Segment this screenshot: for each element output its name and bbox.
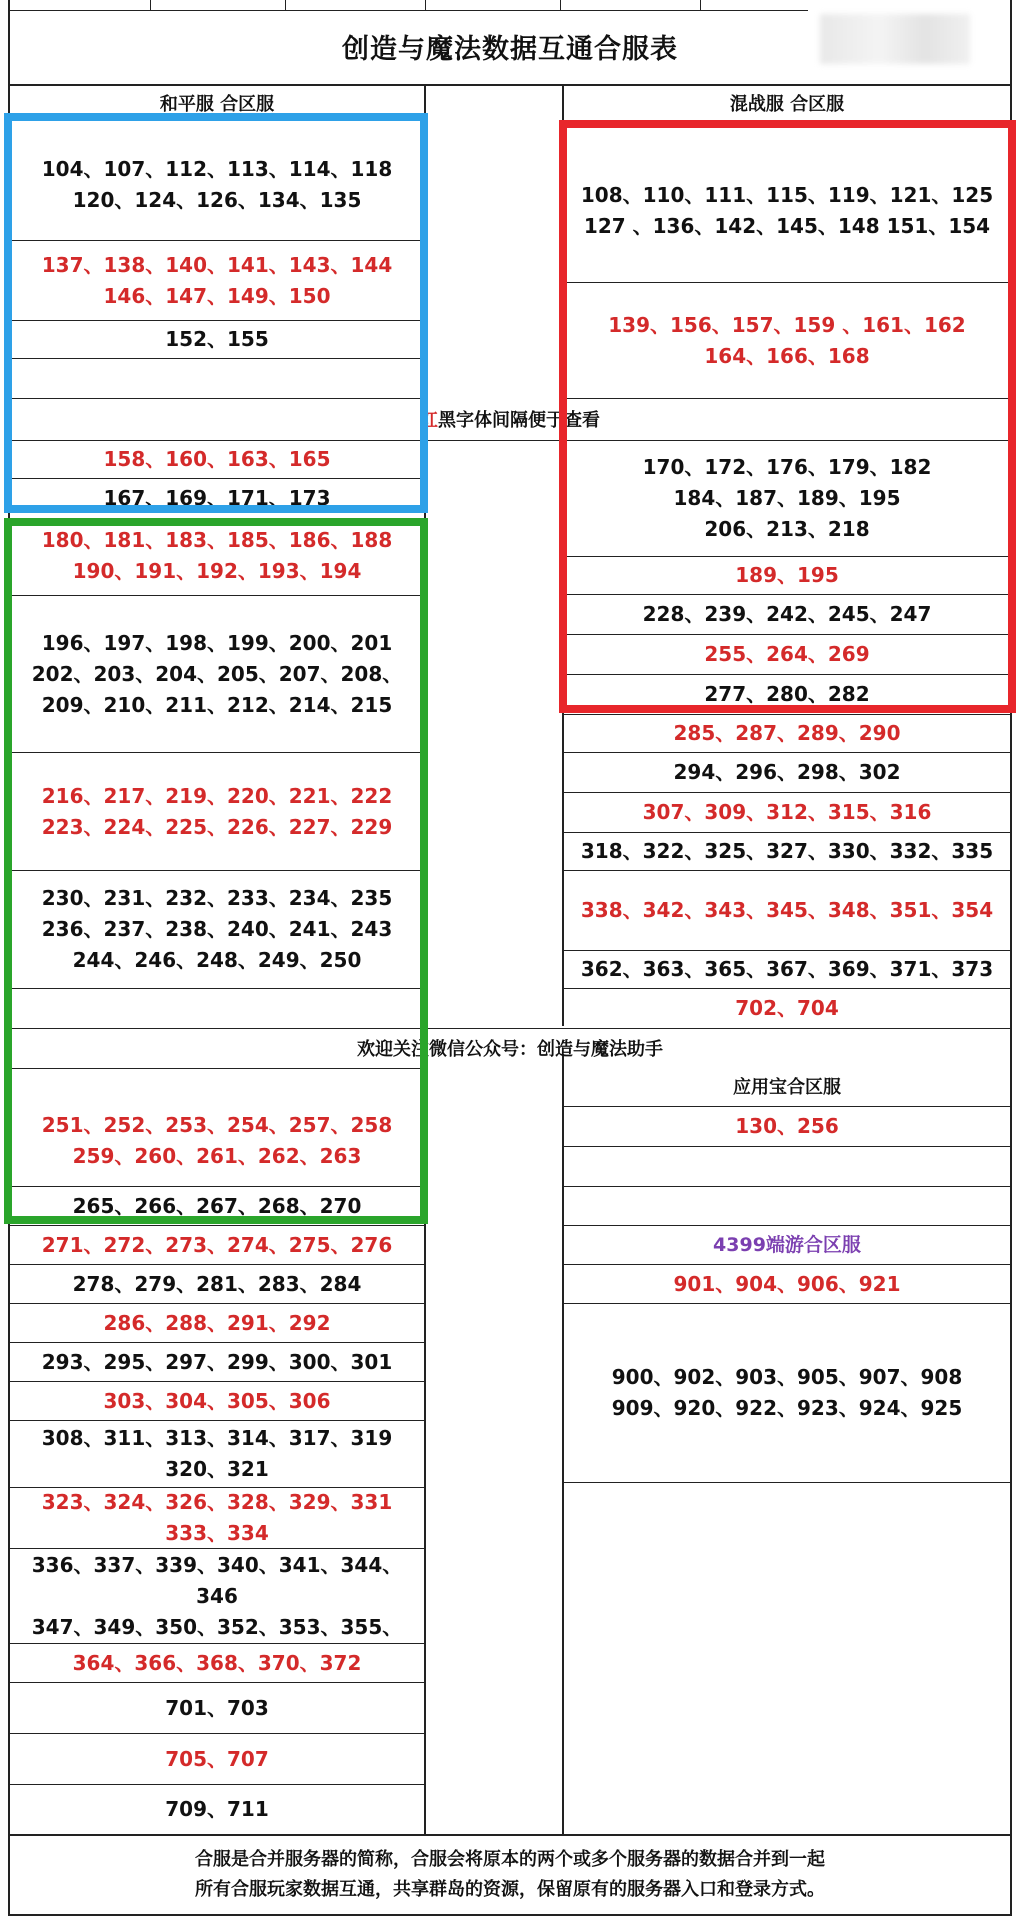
left-group-8: 216、217、219、220、221、222 223、224、225、226、227、229 [41, 783, 393, 839]
left-group-22: 705、707 [165, 1746, 269, 1771]
grid-tick [425, 0, 426, 10]
note-color-legend: 红 黑字体间隔便于查看 [420, 409, 600, 431]
s4399-red-servers: 901、904、906、921 [673, 1271, 901, 1296]
right-group-8: 285、287、289、290 [673, 721, 901, 745]
left-group-12: 271、272、273、274、275、276 [41, 1232, 393, 1257]
grid-line [8, 10, 808, 11]
left-group-20: 364、366、368、370、372 [72, 1650, 362, 1675]
row-divider [562, 1186, 1012, 1187]
note-wechat: 欢迎关注微信公众号：创造与魔法助手 [357, 1038, 663, 1060]
left-group-2: 137、138、140、141、143、144 146、147、149、150 [41, 252, 393, 308]
left-group-6: 180、181、183、185、186、188 190、191、192、193、194 [41, 528, 393, 583]
footer-note: 合服是合并服务器的简称，合服会将原本的两个或多个服务器的数据合并到一起 所有合服玩家数据互通，共享群岛的资源，保留原有的服务器入口和登录方式。 [195, 1849, 825, 1900]
left-group-1: 104、107、112、113、114、118 120、124、126、134、135 [41, 157, 393, 212]
yingyongbao-servers: 130、256 [735, 1114, 839, 1138]
right-group-3: 170、172、176、179、182 184、187、189、195 206、213、218 [642, 455, 932, 541]
right-group-7: 277、280、282 [704, 682, 870, 706]
yingyongbao-header: 应用宝合区服 [733, 1077, 841, 1098]
s4399-black-servers: 900、902、903、905、907、908 909、920、922、923、924、925 [611, 1365, 963, 1420]
grid-tick [700, 0, 701, 10]
right-group-14: 702、704 [735, 996, 839, 1020]
right-group-11: 318、322、325、327、330、332、335 [580, 839, 994, 863]
left-group-15: 293、295、297、299、300、301 [41, 1349, 393, 1374]
page-title: 创造与魔法数据互通合服表 [342, 33, 678, 65]
grid-tick [150, 0, 151, 10]
left-group-19: 336、337、339、340、341、344、 346 347、349、350、352、353、355、 [31, 1552, 403, 1639]
left-group-13: 278、279、281、283、284 [72, 1271, 362, 1296]
right-group-10: 307、309、312、315、316 [642, 800, 932, 824]
right-group-4: 189、195 [735, 563, 839, 587]
left-group-3: 152、155 [165, 327, 269, 351]
highlight-frame-blue [4, 113, 428, 513]
right-group-6: 255、264、269 [704, 642, 870, 666]
right-group-5: 228、239、242、245、247 [642, 602, 932, 626]
left-group-18: 323、324、326、328、329、331 333、334 [41, 1490, 393, 1545]
left-group-11: 265、266、267、268、270 [72, 1193, 362, 1218]
row-divider [562, 1482, 1012, 1483]
grid-tick [285, 0, 286, 10]
right-group-9: 294、296、298、302 [673, 760, 901, 784]
left-group-14: 286、288、291、292 [103, 1310, 331, 1335]
right-column-header: 混战服 合区服 [729, 93, 845, 115]
left-group-23: 709、711 [165, 1797, 269, 1821]
left-group-4: 158、160、163、165 [103, 447, 331, 471]
left-group-9: 230、231、232、233、234、235 236、237、238、240、241、243 244、246、248、249、250 [41, 886, 393, 972]
left-group-17: 308、311、313、314、317、319 320、321 [41, 1426, 393, 1481]
right-group-2: 139、156、157、159 、161、162 164、166、168 [608, 312, 966, 368]
left-group-10: 251、252、253、254、257、258 259、260、261、262、263 [41, 1113, 393, 1168]
right-group-12: 338、342、343、345、348、351、354 [580, 898, 994, 922]
title-divider [8, 84, 1012, 86]
right-group-1: 108、110、111、115、119、121、125 127 、136、142、145、148 151、154 [580, 183, 994, 238]
row-divider [562, 1146, 1012, 1147]
highlight-frame-red [559, 120, 1016, 713]
left-group-16: 303、304、305、306 [103, 1388, 331, 1413]
left-group-21: 701、703 [165, 1695, 269, 1720]
right-group-13: 362、363、365、367、369、371、373 [580, 957, 994, 981]
left-group-7: 196、197、198、199、200、201 202、203、204、205、207、208、 209、210、211、212、214、215 [31, 630, 403, 717]
left-group-5: 167、169、171、173 [103, 485, 331, 510]
left-column-header: 和平服 合区服 [159, 93, 275, 115]
s4399-header: 4399端游合区服 [713, 1233, 861, 1256]
grid-tick [560, 0, 561, 10]
highlight-frame-green [4, 518, 428, 1224]
